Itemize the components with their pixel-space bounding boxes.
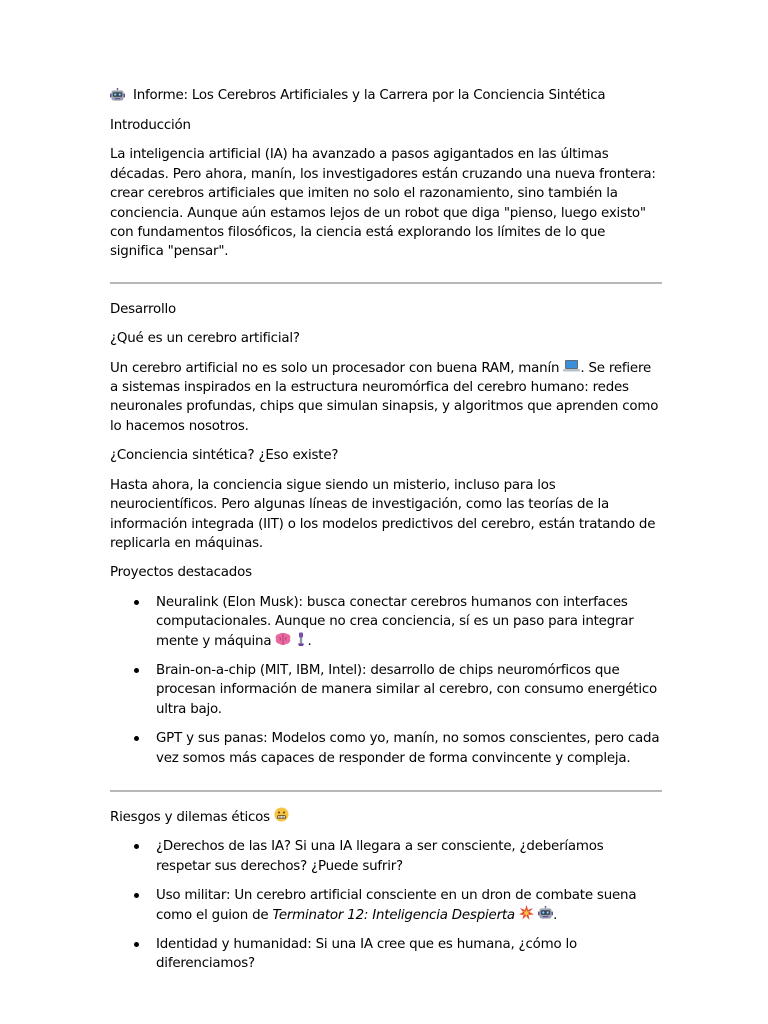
risk-text: Uso militar: Un cerebro artificial consciente en un dron de combate suena como el guion de	[156, 888, 637, 923]
brain-icon	[275, 632, 291, 646]
bullet	[134, 844, 139, 849]
section-divider	[110, 282, 662, 284]
bullet	[134, 600, 139, 605]
bullet	[134, 893, 139, 898]
artificial-brain-text-b: . Se refiere a sistemas inspirados en la estructura neuromórfica del cerebro humano: redes neuronales profundas, chips que simulan sinapsis, y algoritmos que aprenden como lo hacemos nosotros.	[110, 360, 659, 434]
laptop-icon	[563, 359, 580, 373]
list-item: Uso militar: Un cerebro artificial consciente en un dron de combate suena como el guion de Terminator 12: Inteligencia Despierta .	[110, 886, 662, 925]
artificial-brain-text-a: Un cerebro artificial no es solo un procesador con buena RAM, manín	[110, 360, 560, 376]
development-heading: Desarrollo	[110, 301, 177, 317]
projects-heading: Proyectos destacados	[110, 565, 252, 581]
risks-list	[110, 837, 662, 973]
list-item	[110, 729, 662, 768]
risk-italic-title: Terminator 12: Inteligencia Despierta	[272, 907, 515, 923]
collision-icon	[519, 905, 534, 920]
document-title	[110, 86, 662, 106]
synthetic-consciousness-paragraph: Hasta ahora, la conciencia sigue siendo un misterio, incluso para los neurocientíficos. Pero algunas líneas de investigación, como las teorías de la información integrada (IIT) o los modelos predictivos del cerebro, están tratando de replicarla en máquinas.	[110, 477, 656, 551]
risk-text: Identidad y humanidad: Si una IA cree que es humana, ¿cómo lo diferenciamos?	[156, 937, 578, 972]
project-text: GPT y sus panas: Modelos como yo, manín, no somos conscientes, pero cada vez somos más capaces de responder de forma convincente y compleja.	[156, 731, 660, 766]
artificial-brain-question: ¿Qué es un cerebro artificial?	[110, 331, 300, 347]
artificial-brain-paragraph	[110, 359, 662, 437]
bullet	[134, 942, 139, 947]
project-text: Neuralink (Elon Musk): busca conectar cerebros humanos con interfaces computacionales. Aunque no crea conciencia, sí es un paso para integrar mente y máquina	[156, 594, 634, 649]
list-item	[110, 935, 662, 974]
list-item	[110, 837, 662, 876]
mechanical-arm-icon	[295, 632, 307, 646]
project-text: Brain-on-a-chip (MIT, IBM, Intel): desarrollo de chips neuromórficos que procesan información de manera similar al cerebro, con consumo energético ultra bajo.	[156, 662, 658, 717]
list-item: Neuralink (Elon Musk): busca conectar cerebros humanos con interfaces computacionales. Aunque no crea conciencia, sí es un paso para integrar mente y máquina .	[110, 593, 662, 651]
bullet	[134, 736, 139, 741]
robot-icon	[538, 906, 553, 920]
projects-list	[110, 593, 662, 768]
risks-heading-text: Riesgos y dilemas éticos	[110, 809, 270, 825]
list-item	[110, 661, 662, 719]
section-divider	[110, 790, 662, 792]
document-body	[110, 86, 662, 974]
risks-heading	[110, 808, 662, 827]
risk-text: ¿Derechos de las IA? Si una IA llegara a ser consciente, ¿deberíamos respetar sus derechos? ¿Puede sufrir?	[156, 839, 604, 874]
synthetic-consciousness-question: ¿Conciencia sintética? ¿Eso existe?	[110, 448, 339, 464]
intro-paragraph: La inteligencia artificial (IA) ha avanzado a pasos agigantados en las últimas décadas. Pero ahora, manín, los investigadores están cruzando una nueva frontera: crear cerebros artificiales que imiten no solo el razonamiento, sino también la conciencia. Aunque aún estamos lejos de un robot que diga "pienso, luego existo" con fundamentos filosóficos, la ciencia está explorando los límites de lo que significa "pensar".	[110, 147, 656, 260]
robot-icon	[110, 88, 125, 102]
grimacing-face-icon	[274, 807, 289, 822]
title-text: Informe: Los Cerebros Artificiales y la Carrera por la Conciencia Sintética	[133, 88, 606, 104]
intro-heading: Introducción	[110, 118, 191, 133]
bullet	[134, 668, 139, 673]
